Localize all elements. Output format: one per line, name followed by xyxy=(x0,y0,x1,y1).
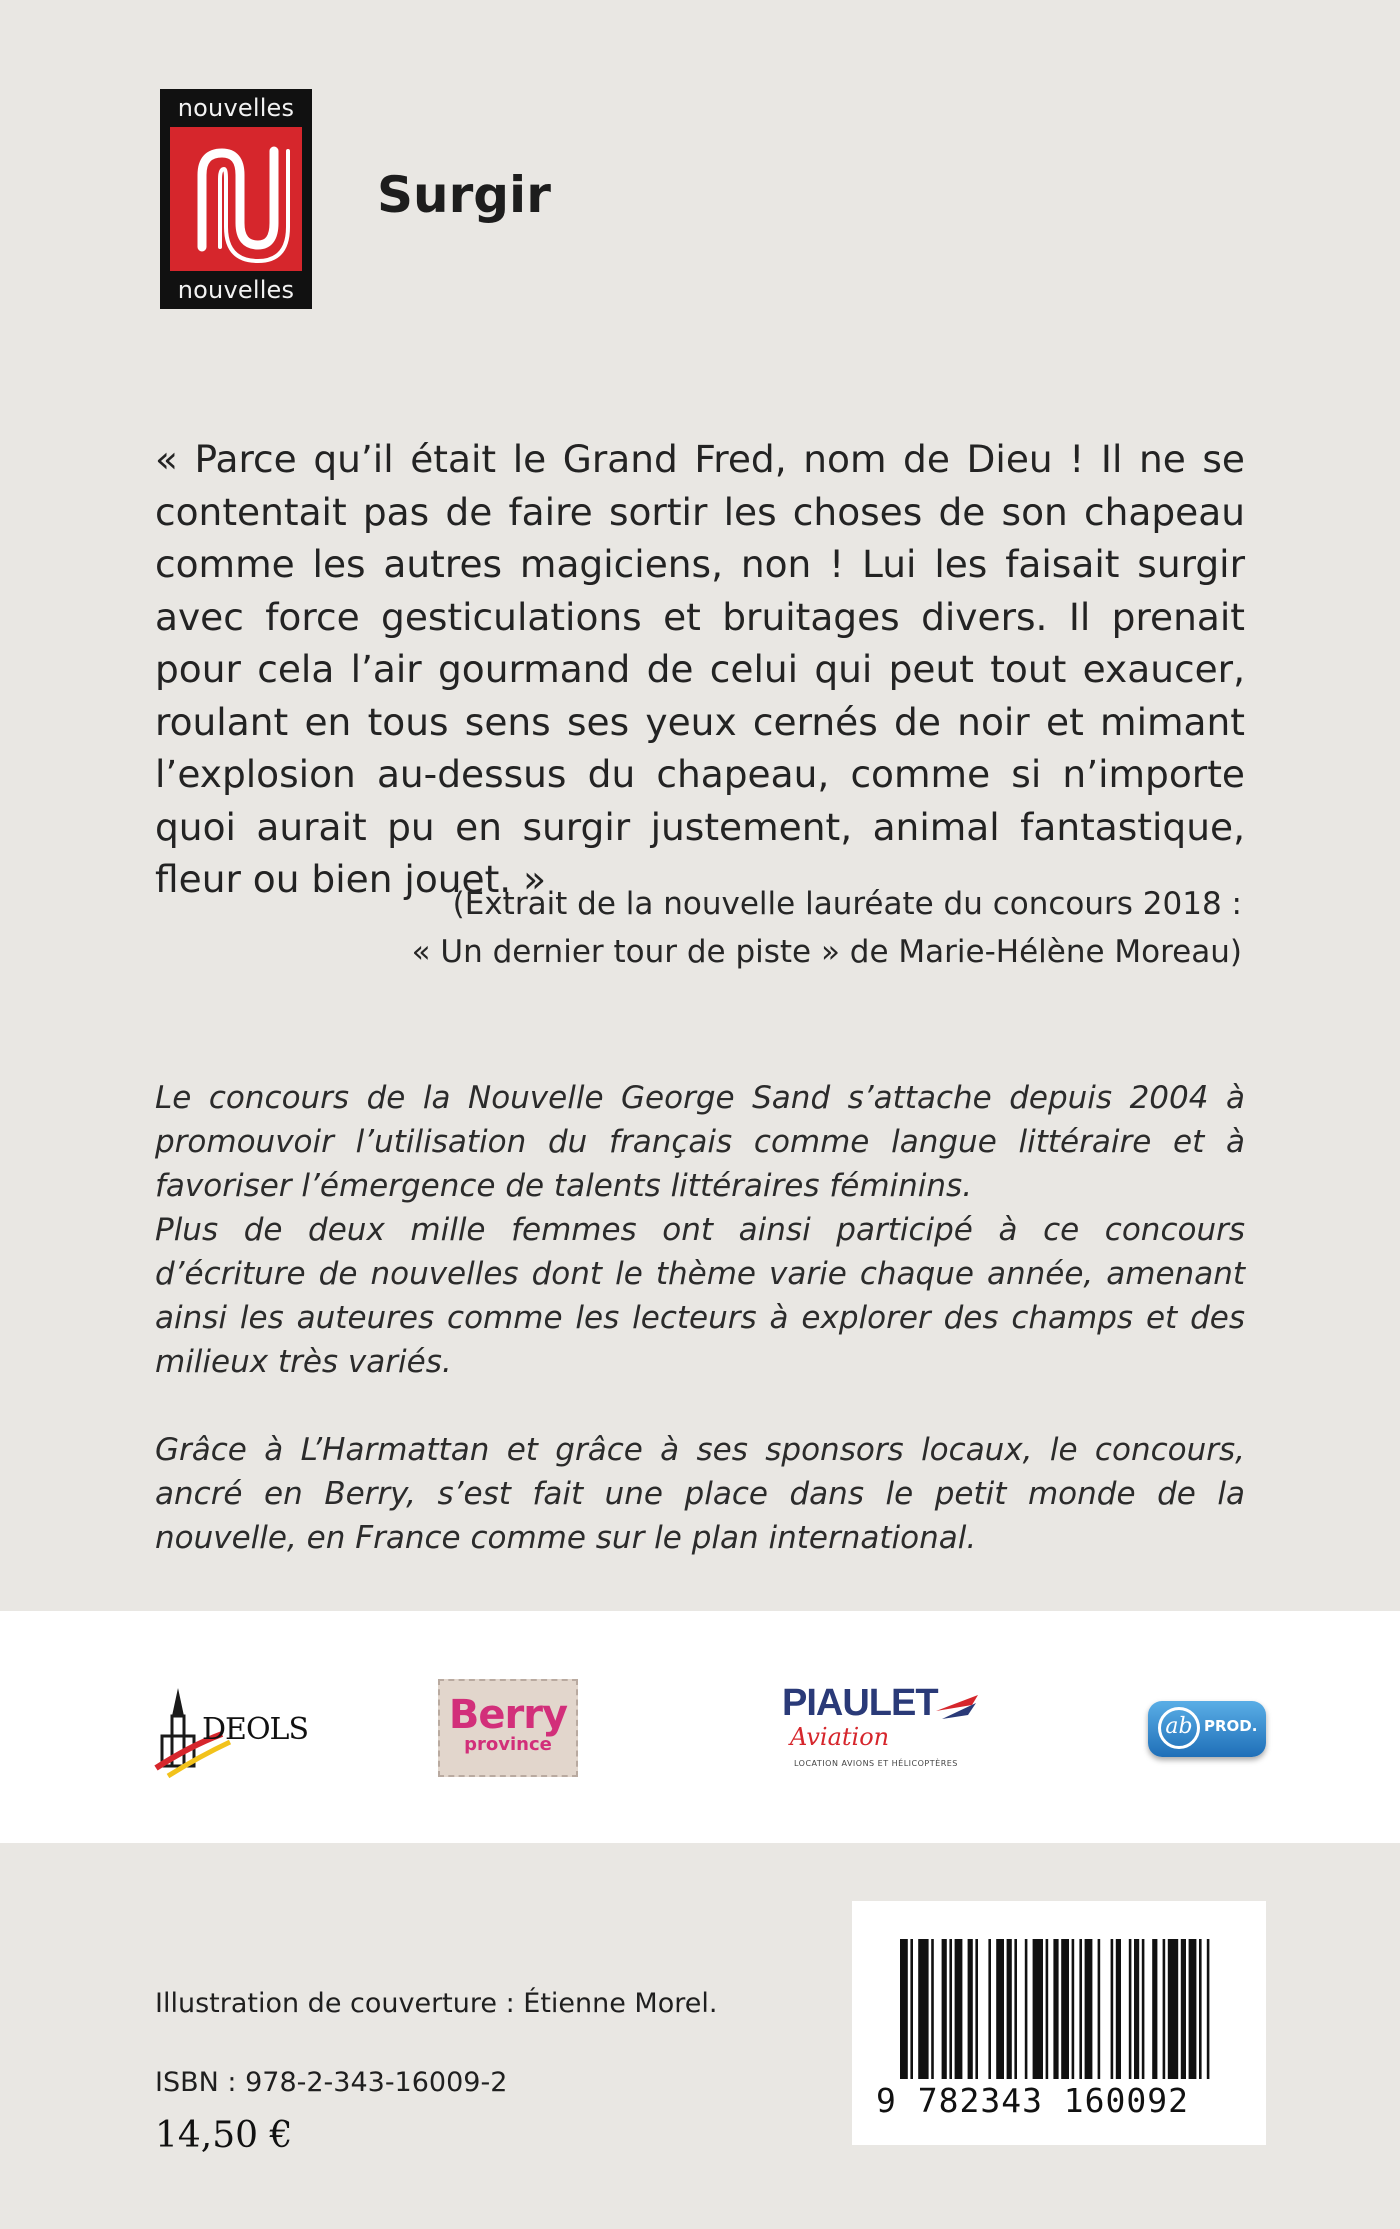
barcode-bar xyxy=(942,1939,947,2079)
barcode-bar xyxy=(1061,1939,1069,2079)
barcode-bar xyxy=(1129,1939,1132,2079)
plane-wing-icon xyxy=(932,1689,982,1729)
barcode-bar xyxy=(1085,1939,1093,2079)
series-logo-top-word: nouvelles xyxy=(177,94,295,122)
barcode-bar xyxy=(918,1939,928,2079)
piaulet-wordmark: PIAULET xyxy=(782,1682,938,1724)
barcode-bar xyxy=(949,1939,952,2079)
deols-wordmark: DEOLS xyxy=(202,1712,309,1747)
piaulet-tagline: LOCATION AVIONS ET HÉLICOPTÈRES xyxy=(794,1759,958,1768)
book-title: Surgir xyxy=(377,166,551,224)
barcode-bar xyxy=(1207,1939,1210,2079)
barcode-bar xyxy=(1189,1939,1197,2079)
abprod-logo xyxy=(1148,1701,1266,1757)
barcode-bar xyxy=(1014,1939,1017,2079)
barcode-bar xyxy=(1168,1939,1178,2079)
series-logo-mark xyxy=(170,127,302,271)
abprod-circle-icon xyxy=(1158,1707,1200,1749)
barcode-bar xyxy=(1111,1939,1114,2079)
blurb-paragraph-2: Plus de deux mille femmes ont ainsi participé à ce concours d’écriture de nouvelles dont le thème varie chaque année, amenant ainsi les auteures comme les lecteurs à explorer des champs et des milieux très variés. xyxy=(155,1212,1245,1380)
deols-logo xyxy=(150,1676,309,1786)
barcode-bar xyxy=(996,1939,1004,2079)
berry-wordmark: Berry xyxy=(448,1692,568,1738)
barcode-bar xyxy=(1163,1939,1166,2079)
barcode-bar xyxy=(1007,1939,1012,2079)
barcode-bar xyxy=(968,1939,973,2079)
series-logo xyxy=(160,89,312,309)
barcode-bar xyxy=(1116,1939,1121,2079)
cover-illustration-credit: Illustration de couverture : Étienne Morel. xyxy=(155,1988,718,2019)
quote-source-line-1: (Extrait de la nouvelle lauréate du concours 2018 : xyxy=(452,886,1242,922)
barcode-bar xyxy=(1142,1939,1145,2079)
barcode-bar xyxy=(931,1939,934,2079)
barcode-bar xyxy=(1025,1939,1028,2079)
abprod-prod-text: PROD. xyxy=(1204,1717,1258,1735)
piaulet-aviation-logo xyxy=(782,1683,982,1783)
barcode-bar xyxy=(1033,1939,1043,2079)
blurb-paragraph-1: Le concours de la Nouvelle George Sand s’attache depuis 2004 à promouvoir l’utilisation du français comme langue littéraire et à favoriser l’émergence de talents littéraires féminins. xyxy=(155,1080,1245,1204)
aviation-script: Aviation xyxy=(790,1723,890,1751)
sponsor-band xyxy=(0,1611,1400,1843)
barcode-bar xyxy=(1079,1939,1082,2079)
abprod-ab-text: ab xyxy=(1165,1714,1193,1739)
berry-province-logo xyxy=(438,1679,578,1777)
barcode-digits: 9 782343 160092 xyxy=(876,2081,1190,2120)
blurb-paragraph-3: Grâce à L’Harmattan et grâce à ses sponsors locaux, le concours, ancré en Berry, s’est fait une place dans le petit monde de la nouvelle, en France comme sur le plan international. xyxy=(155,1432,1245,1556)
barcode-bar xyxy=(1134,1939,1139,2079)
barcode-bar xyxy=(1072,1939,1075,2079)
barcode-bar xyxy=(975,1939,978,2079)
barcode-bar xyxy=(910,1939,913,2079)
barcode-bar xyxy=(1181,1939,1186,2079)
barcode xyxy=(852,1901,1266,2145)
barcode-bar xyxy=(1046,1939,1049,2079)
nu-monogram-icon xyxy=(170,127,302,271)
price: 14,50 € xyxy=(155,2115,293,2156)
quote-source-line-2: « Un dernier tour de piste » de Marie-Hélène Moreau) xyxy=(411,934,1242,970)
quote-excerpt: « Parce qu’il était le Grand Fred, nom de Dieu ! Il ne se contentait pas de faire sortir les choses de son chapeau comme les autres magiciens, non ! Lui les faisait surgir avec force gesticulations et bruitages divers. Il prenait pour cela l’air gourmand de celui qui peut tout exaucer, roulant en tous sens ses yeux cernés de noir et mimant l’explosion au-dessus du chapeau, comme si n’importe quoi aurait pu en surgir justement, animal fantastique, fleur ou bien jouet. » xyxy=(155,437,1245,901)
barcode-bar xyxy=(900,1939,908,2079)
barcode-bar xyxy=(988,1939,991,2079)
barcode-bar xyxy=(1199,1939,1202,2079)
barcode-bar xyxy=(955,1939,963,2079)
series-logo-bottom-word: nouvelles xyxy=(177,276,295,304)
isbn: ISBN : 978-2-343-16009-2 xyxy=(155,2067,508,2098)
barcode-bar xyxy=(1053,1939,1058,2079)
barcode-bar xyxy=(1152,1939,1157,2079)
back-cover-blurb xyxy=(155,1076,1245,1560)
province-wordmark: province xyxy=(464,1734,552,1755)
barcode-bar xyxy=(1098,1939,1101,2079)
quote-source xyxy=(342,880,1242,976)
